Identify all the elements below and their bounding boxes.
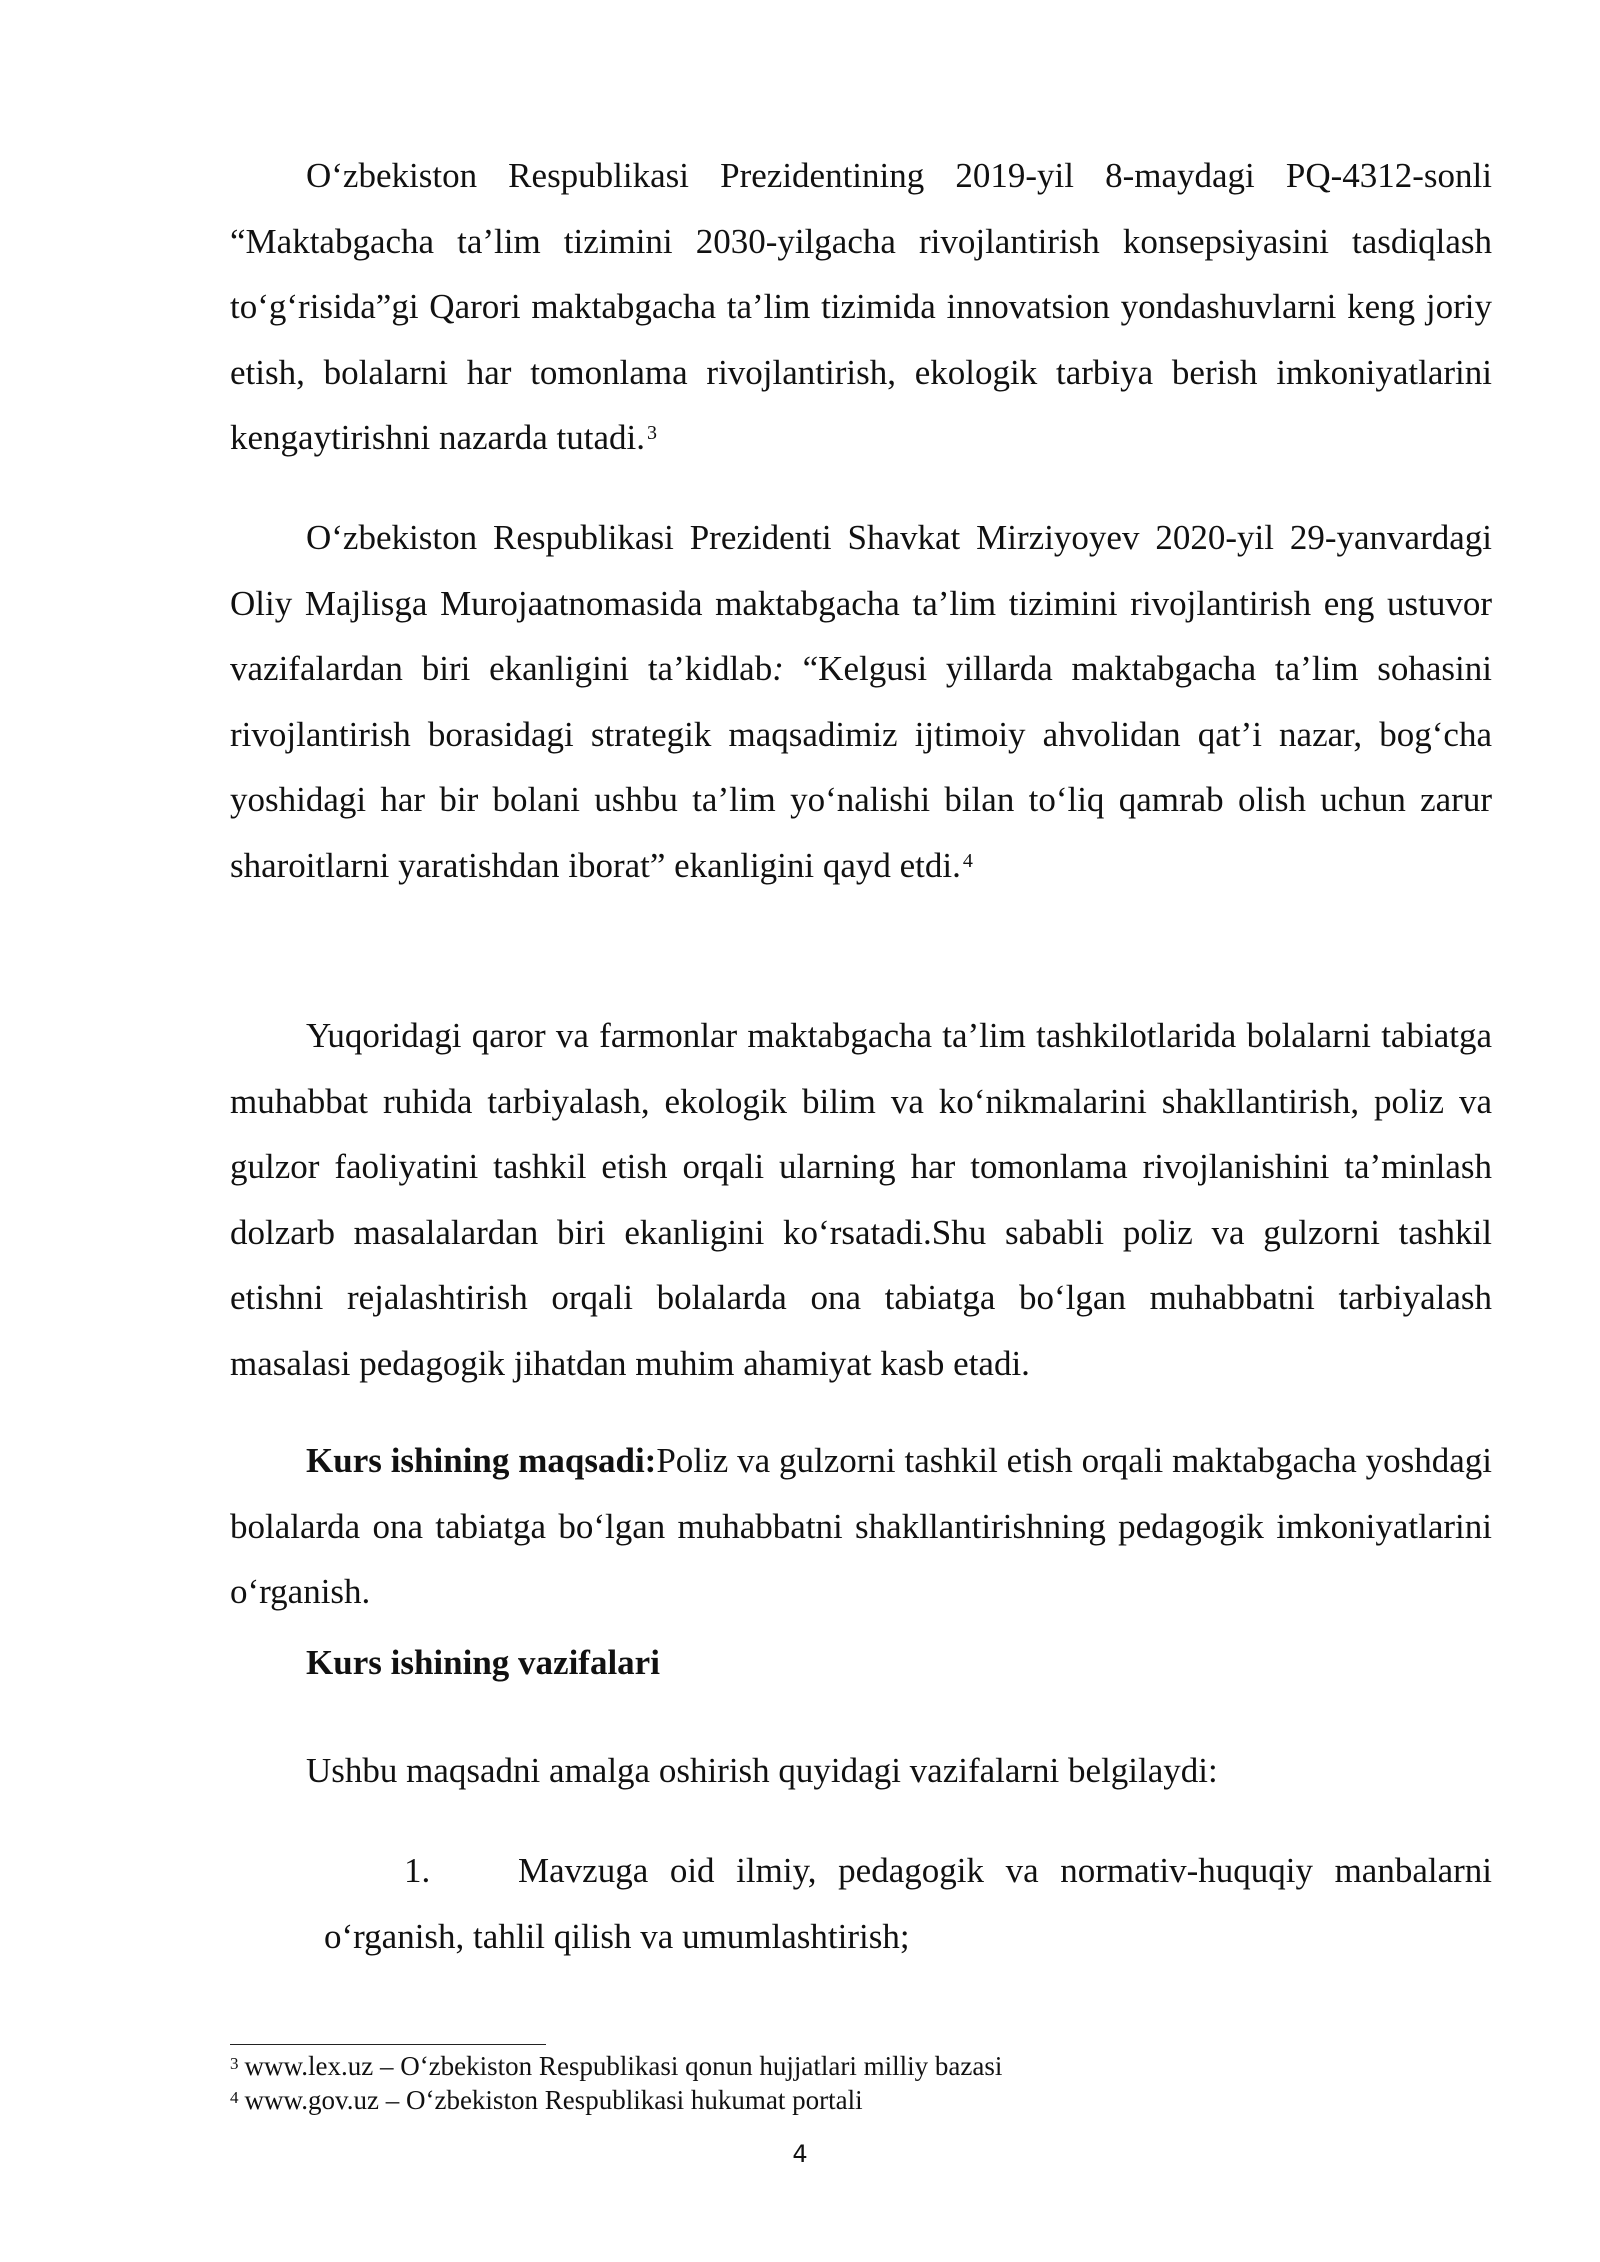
tasks-intro: Ushbu maqsadni amalga oshirish quyidagi vazifalarni belgilaydi: bbox=[306, 1751, 1218, 1790]
course-goal-text: Poliz va gulzorni tashkil etish orqali maktabgacha yoshdagi bolalarda ona tabiatga bo‘lgan muhabbatni shakllantirishning pedagogik imkoniyatlarini o‘rganish. bbox=[230, 1441, 1492, 1611]
footnote-mark: 4 bbox=[230, 2088, 239, 2107]
list-item bbox=[324, 1838, 1492, 1969]
footnote-mark: 3 bbox=[230, 2054, 239, 2073]
course-goal-label: Kurs ishining maqsadi: bbox=[306, 1441, 657, 1480]
list-item-second-line: o‘rganish, tahlil qilish va umumlashtirish; bbox=[324, 1916, 910, 1956]
footnote-4 bbox=[230, 2084, 863, 2117]
footnote-text: www.gov.uz – O‘zbekiston Respublikasi hukumat portali bbox=[244, 2085, 863, 2115]
colon-italic: : bbox=[772, 649, 784, 688]
footnote-separator bbox=[230, 2044, 546, 2045]
paragraph-text: O‘zbekiston Respublikasi Prezidentining 2019-yil 8-maydagi PQ-4312-sonli “Maktabgacha ta’lim tizimini 2030-yilgacha rivojlantirish konsepsiyasini tasdiqlash to‘g‘risida”gi Qarori maktabgacha ta’lim tizimida innovatsion yondashuvlarni keng joriy etish, bolalarni har tomonlama rivojlantirish, ekologik tarbiya berish imkoniyatlarini kengaytirishni nazarda tutadi. bbox=[230, 156, 1492, 457]
paragraph-decisions-summary bbox=[230, 1003, 1492, 1396]
paragraph-decree-pq4312 bbox=[230, 143, 1492, 471]
footnote-text: www.lex.uz – O‘zbekiston Respublikasi qonun hujjatlari milliy bazasi bbox=[244, 2051, 1003, 2081]
paragraph-text: Yuqoridagi qaror va farmonlar maktabgacha ta’lim tashkilotlarida bolalarni tabiatga muhabbat ruhida tarbiyalash, ekologik bilim va ko‘nikmalarini shakllantirish, poliz va gulzor faoliyatini tashkil etish orqali ularning har tomonlama rivojlanishini ta’minlash dolzarb masalalardan biri ekanligini ko‘rsatadi.Shu sababli poliz va gulzorni tashkil etishni rejalashtirish orqali bolalarda ona tabiatga bo‘lgan muhabbatni tarbiyalash masalasi pedagogik jihatdan muhim ahamiyat kasb etadi. bbox=[230, 1016, 1492, 1383]
paragraph-course-goal bbox=[230, 1428, 1492, 1625]
footnote-ref-4[interactable]: 4 bbox=[962, 849, 973, 872]
tasks-heading: Kurs ishining vazifalari bbox=[306, 1643, 660, 1682]
quote-text: “Kelgusi yillarda maktabgacha ta’lim sohasini rivojlantirish borasidagi strategik maqsadimiz ijtimoiy ahvolidan qat’i nazar, bog‘cha yoshidagi har bir bolani ushbu ta’lim yo‘nalishi bilan to‘liq qamrab olish uchun zarur sharoitlarni yaratishdan iborat” ekanligini qayd etdi. bbox=[230, 649, 1492, 885]
footnote-ref-3[interactable]: 3 bbox=[647, 422, 657, 444]
list-item-text: Mavzuga oid ilmiy, pedagogik va normativ-huquqiy manbalarni bbox=[518, 1851, 1492, 1890]
list-item-first-line bbox=[324, 1838, 1492, 1904]
footnote-3 bbox=[230, 2050, 1002, 2083]
page-number: 4 bbox=[792, 2140, 808, 2168]
list-number: 1. bbox=[404, 1851, 431, 1890]
paragraph-president-address bbox=[230, 505, 1492, 898]
paragraph-text: O‘zbekiston Respublikasi Prezidenti Shavkat Mirziyoyev 2020-yil 29-yanvardagi Oliy Majlisga Murojaatnomasida maktabgacha ta’lim tizimini rivojlantirish eng ustuvor vazifalardan biri ekanligini ta’kidlab bbox=[230, 518, 1492, 688]
